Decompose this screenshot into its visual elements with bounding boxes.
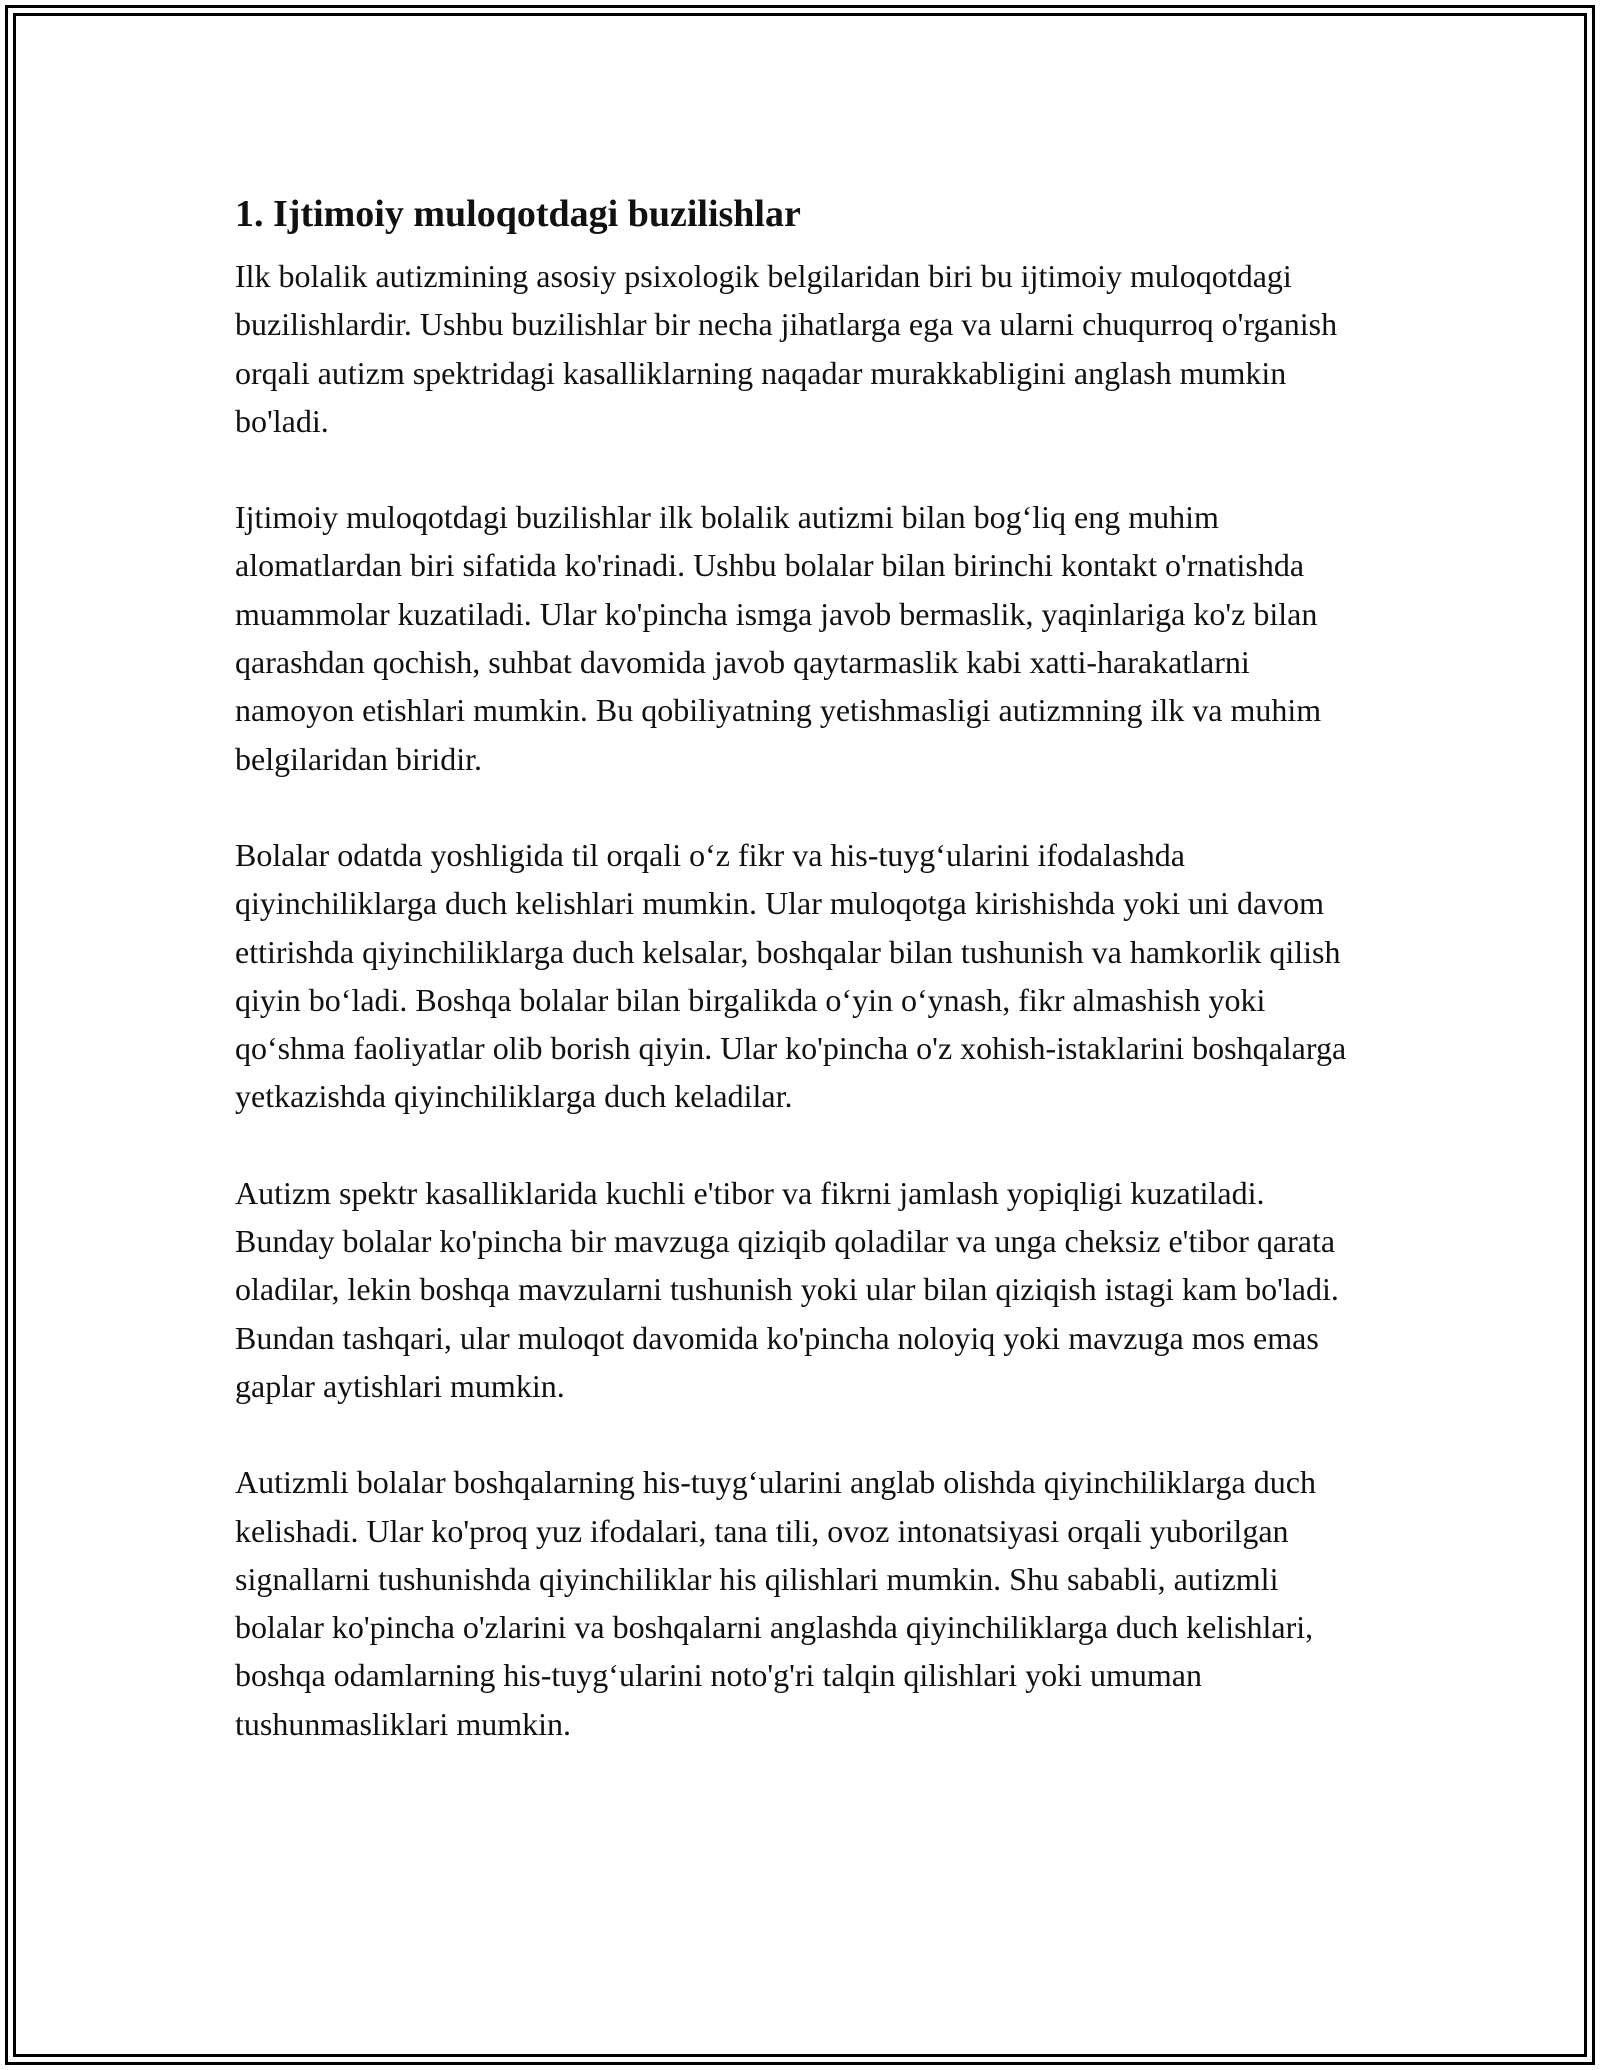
paragraph-5: Autizmli bolalar boshqalarning his-tuyg‘ularini anglab olishda qiyinchiliklarga duch kelishadi. Ular ko'proq yuz ifodalari, tana tili, ovoz intonatsiyasi orqali yuborilgan signallarni tushunishda qiyinchiliklar his qilishlari mumkin. Shu sababli, autizmli bolalar ko'pincha o'zlarini va boshqalarni anglashda qiyinchiliklarga duch kelishlari, boshqa odamlarning his-tuyg‘ularini noto'g'ri talqin qilishlari yoki umuman tushunmasliklari mumkin. <box>235 1464 1316 1742</box>
paragraph-1: Ilk bolalik autizmining asosiy psixologik belgilaridan biri bu ijtimoiy muloqotdagi buzilishlardir. Ushbu buzilishlar bir necha jihatlarga ega va ularni chuqurroq o'rganish orqali autizm spektridagi kasalliklarning naqadar murakkabligini anglash mumkin bo'ladi. <box>235 258 1338 439</box>
section-heading: 1. Ijtimoiy muloqotdagi buzilishlar <box>235 193 801 235</box>
paragraph-2: Ijtimoiy muloqotdagi buzilishlar ilk bolalik autizmi bilan bog‘liq eng muhim alomatlardan biri sifatida ko'rinadi. Ushbu bolalar bilan birinchi kontakt o'rnatishda muammolar kuzatiladi. Ular ko'pincha ismga javob bermaslik, yaqinlariga ko'z bilan qarashdan qochish, suhbat davomida javob qaytarmaslik kabi xatti-harakatlarni namoyon etishlari mumkin. Bu qobiliyatning yetishmasligi autizmning ilk va muhim belgilaridan biridir. <box>235 499 1322 777</box>
paragraph-4: Autizm spektr kasalliklarida kuchli e'tibor va fikrni jamlash yopiqligi kuzatiladi. Bunday bolalar ko'pincha bir mavzuga qiziqib qoladilar va unga cheksiz e'tibor qarata oladilar, lekin boshqa mavzularni tushunish yoki ular bilan qiziqish istagi kam bo'ladi. Bundan tashqari, ular muloqot davomida ko'pincha noloyiq yoki mavzuga mos emas gaplar aytishlari mumkin. <box>235 1174 1339 1404</box>
document-body <box>235 188 1370 1796</box>
paragraph-3: Bolalar odatda yoshligida til orqali o‘z fikr va his-tuyg‘ularini ifodalashda qiyinchiliklarga duch kelishlari mumkin. Ular muloqotga kirishishda yoki uni davom ettirishda qiyinchiliklarga duch kelsalar, boshqalar bilan tushunish va hamkorlik qilish qiyin bo‘ladi. Boshqa bolalar bilan birgalikda o‘yin o‘ynash, fikr almashish yoki qo‘shma faoliyatlar olib borish qiyin. Ular ko'pincha o'z xohish-istaklarini boshqalarga yetkazishda qiyinchiliklarga duch keladilar. <box>235 836 1347 1115</box>
